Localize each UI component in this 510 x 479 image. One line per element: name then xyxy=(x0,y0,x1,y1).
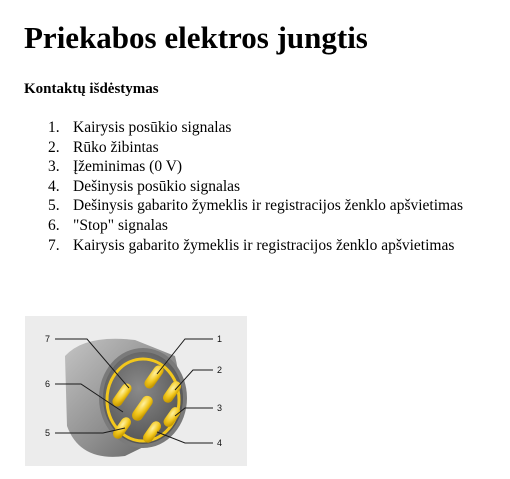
list-item-label: Dešinysis posūkio signalas xyxy=(73,177,241,195)
list-item-number: 6. xyxy=(48,216,60,234)
list-item-label: Kairysis posūkio signalas xyxy=(73,119,232,136)
callout-5: 5 xyxy=(45,428,51,438)
list-item-number: 3. xyxy=(48,158,60,176)
list-item-number: 4. xyxy=(48,177,60,195)
connector-diagram xyxy=(25,316,247,466)
callout-2: 2 xyxy=(217,365,223,375)
list-item-label: Kairysis gabarito žymeklis ir registracijos ženklo apšvietimas xyxy=(73,236,455,254)
list-item-label: Įžeminimas (0 V) xyxy=(73,158,183,176)
callout-1: 1 xyxy=(217,334,223,344)
callout-4: 4 xyxy=(217,438,223,448)
list-item-label: Rūko žibintas xyxy=(73,138,159,156)
list-item-number: 2. xyxy=(48,138,60,156)
list-item-number: 5. xyxy=(48,197,60,215)
list-item-label: Dešinysis gabarito žymeklis ir registracijos ženklo apšvietimas xyxy=(73,197,463,215)
list-item-label: "Stop" signalas xyxy=(73,216,168,234)
section-heading: Kontaktų išdėstymas xyxy=(24,81,159,97)
connector-illustration xyxy=(25,316,247,466)
callout-6: 6 xyxy=(45,379,51,389)
callout-7: 7 xyxy=(45,334,51,344)
page-title: Priekabos elektros jungtis xyxy=(24,20,368,55)
callout-3: 3 xyxy=(217,403,223,413)
list-item-number: 7. xyxy=(48,236,60,254)
list-item-number: 1. xyxy=(48,119,60,136)
